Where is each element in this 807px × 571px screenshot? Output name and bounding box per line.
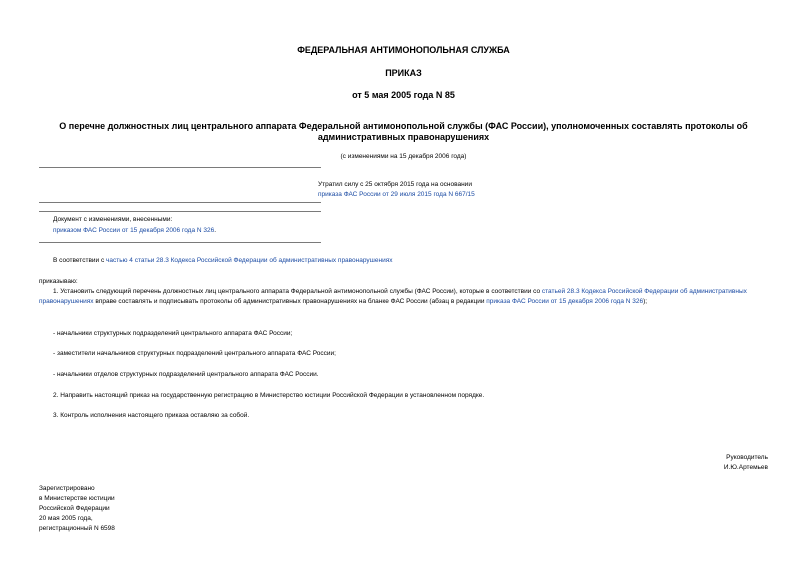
basis-prefix: В соответствии с: [53, 257, 107, 264]
changes-box-bottom-line: [39, 242, 321, 243]
list-item: - начальники структурных подразделений центрального аппарата ФАС России;: [53, 330, 293, 337]
document-date-number: от 5 мая 2005 года N 85: [352, 90, 455, 100]
registration-line: Зарегистрировано: [39, 485, 95, 492]
changes-link-suffix: .: [214, 227, 217, 234]
changes-line: [53, 226, 216, 236]
basis-link[interactable]: частью 4 статьи 28.3 Кодекса Российской Федерации об административных правонарушениях: [106, 257, 393, 264]
document-type: ПРИКАЗ: [385, 68, 422, 78]
list-item: - заместители начальников структурных подразделений центрального аппарата ФАС России;: [53, 350, 336, 357]
order-word: приказываю:: [39, 278, 78, 285]
item-1-order-link[interactable]: приказа ФАС России от 15 декабря 2006 года N 326: [486, 298, 644, 305]
separator-line: [39, 167, 321, 168]
item-1-suffix: );: [643, 298, 648, 305]
item-1-code-link[interactable]: статьей 28.3 Кодекса Российской Федерации об административных правонарушениях: [39, 288, 747, 305]
list-item: - начальники отделов структурных подразделений центрального аппарата ФАС России.: [53, 371, 319, 378]
changes-label: Документ с изменениями, внесенными:: [53, 216, 173, 223]
lost-force-text: Утратил силу с 25 октября 2015 года на основании: [318, 181, 472, 188]
lost-force-link[interactable]: приказа ФАС России от 29 июля 2015 года N 667/15: [318, 191, 475, 198]
signature-position: Руководитель: [726, 454, 768, 461]
agency-name: ФЕДЕРАЛЬНАЯ АНТИМОНОПОЛЬНАЯ СЛУЖБА: [297, 45, 510, 55]
basis-paragraph: [53, 256, 392, 266]
registration-line: регистрационный N 6598: [39, 525, 115, 532]
document-title: О перечне должностных лиц центрального аппарата Федеральной антимонопольной службы (ФАС России), уполномоченных составлять протоколы об административных правонарушениях: [59, 121, 748, 142]
item-2-paragraph: 2. Направить настоящий приказ на государственную регистрацию в Министерство юстиции Российской Федерации в установленном порядке.: [53, 392, 485, 399]
registration-line: Российской Федерации: [39, 505, 110, 512]
changes-link[interactable]: приказом ФАС России от 15 декабря 2006 года N 326: [53, 227, 215, 234]
amendment-note: (с изменениями на 15 декабря 2006 года): [340, 153, 467, 160]
signature-name: И.Ю.Артемьев: [723, 464, 768, 471]
changes-box-top-line-2: [39, 211, 321, 212]
item-3-paragraph: 3. Контроль исполнения настоящего приказа оставляю за собой.: [53, 412, 250, 419]
item-1-prefix: 1. Установить следующий перечень должностных лиц центрального аппарата Федеральной антимонопольной службы (ФАС России), которые в соответствии со: [53, 288, 542, 295]
item-1-middle: вправе составлять и подписывать протоколы об административных правонарушениях на бланке ФАС России (абзац в редакции: [93, 298, 487, 305]
item-1-paragraph: [39, 287, 769, 307]
registration-line: 20 мая 2005 года,: [39, 515, 93, 522]
changes-box-top-line: [39, 202, 321, 203]
registration-line: в Министерстве юстиции: [39, 495, 115, 502]
